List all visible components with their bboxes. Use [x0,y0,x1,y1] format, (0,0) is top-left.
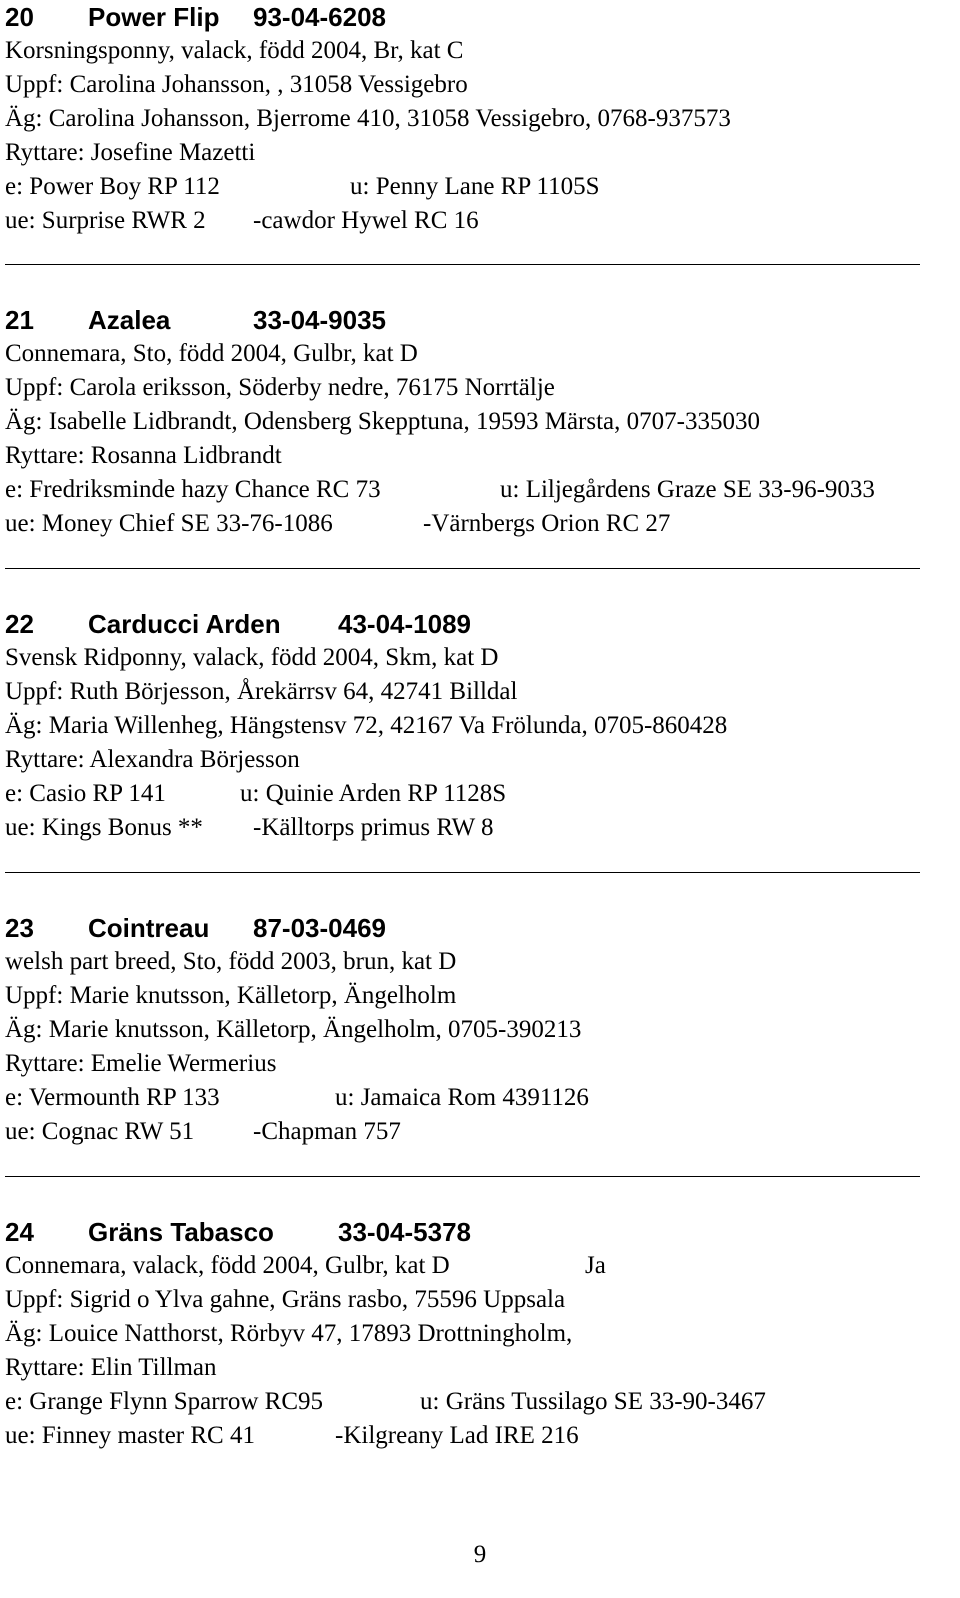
entry-number: 23 [5,913,34,943]
separator-rule [5,1176,920,1177]
sire-text: e: Casio RP 141 [5,780,166,807]
owner-line [5,1013,955,1047]
owner-line [5,102,955,136]
dam-text: u: Jamaica Rom 4391126 [335,1084,589,1111]
registration-number: 87-03-0469 [253,913,386,943]
damdam-text: -Chapman 757 [253,1118,401,1145]
breeder-text: Uppf: Sigrid o Ylva gahne, Gräns rasbo, 75596 Uppsala [5,1286,566,1313]
rider-text: Ryttare: Josefine Mazetti [5,139,256,166]
entry-number: 21 [5,305,34,335]
entry-heading [5,607,955,641]
damsire-text: ue: Finney master RC 41 [5,1422,255,1449]
separator-rule [5,872,920,873]
entry-heading [5,911,955,945]
rider-text: Ryttare: Rosanna Lidbrandt [5,442,282,469]
owner-text: Äg: Isabelle Lidbrandt, Odensberg Skepptuna, 19593 Märsta, 0707-335030 [5,408,760,435]
entry-number: 22 [5,609,34,639]
entry-heading [5,1215,955,1249]
breed-line [5,1249,955,1283]
damsire-line [5,1115,955,1149]
sire-text: e: Fredriksminde hazy Chance RC 73 [5,476,381,503]
damsire-text: ue: Cognac RW 51 [5,1118,195,1145]
sire-dam-line [5,473,955,507]
entry-23 [5,911,955,1149]
rider-line [5,1351,955,1385]
breeder-line [5,675,955,709]
registration-number: 43-04-1089 [338,609,471,639]
horse-name: Azalea [88,305,171,335]
breed-text: Connemara, Sto, född 2004, Gulbr, kat D [5,340,418,367]
sire-text: e: Power Boy RP 112 [5,173,220,200]
registration-number: 33-04-9035 [253,305,386,335]
sire-dam-line [5,777,955,811]
breed-text: Connemara, valack, född 2004, Gulbr, kat D [5,1252,450,1279]
entry-heading [5,303,955,337]
horse-name: Gräns Tabasco [88,1217,274,1247]
entry-number: 24 [5,1217,34,1247]
entry-20 [5,0,955,238]
horse-name: Cointreau [88,913,210,943]
rider-line [5,743,955,777]
breed-extra: Ja [585,1252,606,1279]
rider-line [5,439,955,473]
entry-heading [5,0,955,34]
page-number: 9 [473,1541,487,1568]
dam-text: u: Quinie Arden RP 1128S [240,780,507,807]
damdam-text: -Källtorps primus RW 8 [253,814,494,841]
rider-line [5,1047,955,1081]
separator-rule [5,568,920,569]
horse-name: Power Flip [88,2,220,32]
owner-line [5,405,955,439]
sire-text: e: Grange Flynn Sparrow RC95 [5,1388,324,1415]
breeder-line [5,68,955,102]
rider-text: Ryttare: Elin Tillman [5,1354,217,1381]
owner-text: Äg: Maria Willenheg, Hängstensv 72, 42167 Va Frölunda, 0705-860428 [5,712,728,739]
sire-text: e: Vermounth RP 133 [5,1084,220,1111]
owner-text: Äg: Louice Natthorst, Rörbyv 47, 17893 Drottningholm, [5,1320,573,1347]
breeder-text: Uppf: Carolina Johansson, , 31058 Vessigebro [5,71,468,98]
registration-number: 93-04-6208 [253,2,386,32]
damsire-line [5,811,955,845]
rider-text: Ryttare: Alexandra Börjesson [5,746,300,773]
owner-text: Äg: Carolina Johansson, Bjerrome 410, 31058 Vessigebro, 0768-937573 [5,105,731,132]
horse-name: Carducci Arden [88,609,281,639]
damsire-line [5,507,955,541]
breeder-text: Uppf: Ruth Börjesson, Årekärrsv 64, 42741 Billdal [5,678,518,705]
owner-line [5,1317,955,1351]
breed-line [5,337,955,371]
breeder-line [5,1283,955,1317]
rider-text: Ryttare: Emelie Wermerius [5,1050,277,1077]
separator-rule [5,264,920,265]
damdam-text: -Värnbergs Orion RC 27 [423,510,671,537]
breeder-line [5,979,955,1013]
damsire-text: ue: Kings Bonus ** [5,814,203,841]
breed-text: Svensk Ridponny, valack, född 2004, Skm, kat D [5,644,499,671]
breeder-text: Uppf: Marie knutsson, Källetorp, Ängelholm [5,982,457,1009]
dam-text: u: Gräns Tussilago SE 33-90-3467 [420,1388,766,1415]
rider-line [5,136,955,170]
sire-dam-line [5,170,955,204]
entry-24 [5,1215,955,1453]
breed-text: welsh part breed, Sto, född 2003, brun, kat D [5,948,457,975]
damsire-line [5,1419,955,1453]
entry-21 [5,303,955,541]
owner-line [5,709,955,743]
damsire-line [5,204,955,238]
sire-dam-line [5,1385,955,1419]
dam-text: u: Penny Lane RP 1105S [350,173,600,200]
breed-line [5,34,955,68]
damsire-text: ue: Money Chief SE 33-76-1086 [5,510,333,537]
damdam-text: -cawdor Hywel RC 16 [253,207,479,234]
breed-line [5,945,955,979]
dam-text: u: Liljegårdens Graze SE 33-96-9033 [500,476,875,503]
breed-text: Korsningsponny, valack, född 2004, Br, kat C [5,37,464,64]
sire-dam-line [5,1081,955,1115]
breeder-line [5,371,955,405]
breeder-text: Uppf: Carola eriksson, Söderby nedre, 76175 Norrtälje [5,374,555,401]
damsire-text: ue: Surprise RWR 2 [5,207,206,234]
entry-22 [5,607,955,845]
owner-text: Äg: Marie knutsson, Källetorp, Ängelholm, 0705-390213 [5,1016,582,1043]
breed-line [5,641,955,675]
damdam-text: -Kilgreany Lad IRE 216 [335,1422,579,1449]
entry-number: 20 [5,2,34,32]
registration-number: 33-04-5378 [338,1217,471,1247]
